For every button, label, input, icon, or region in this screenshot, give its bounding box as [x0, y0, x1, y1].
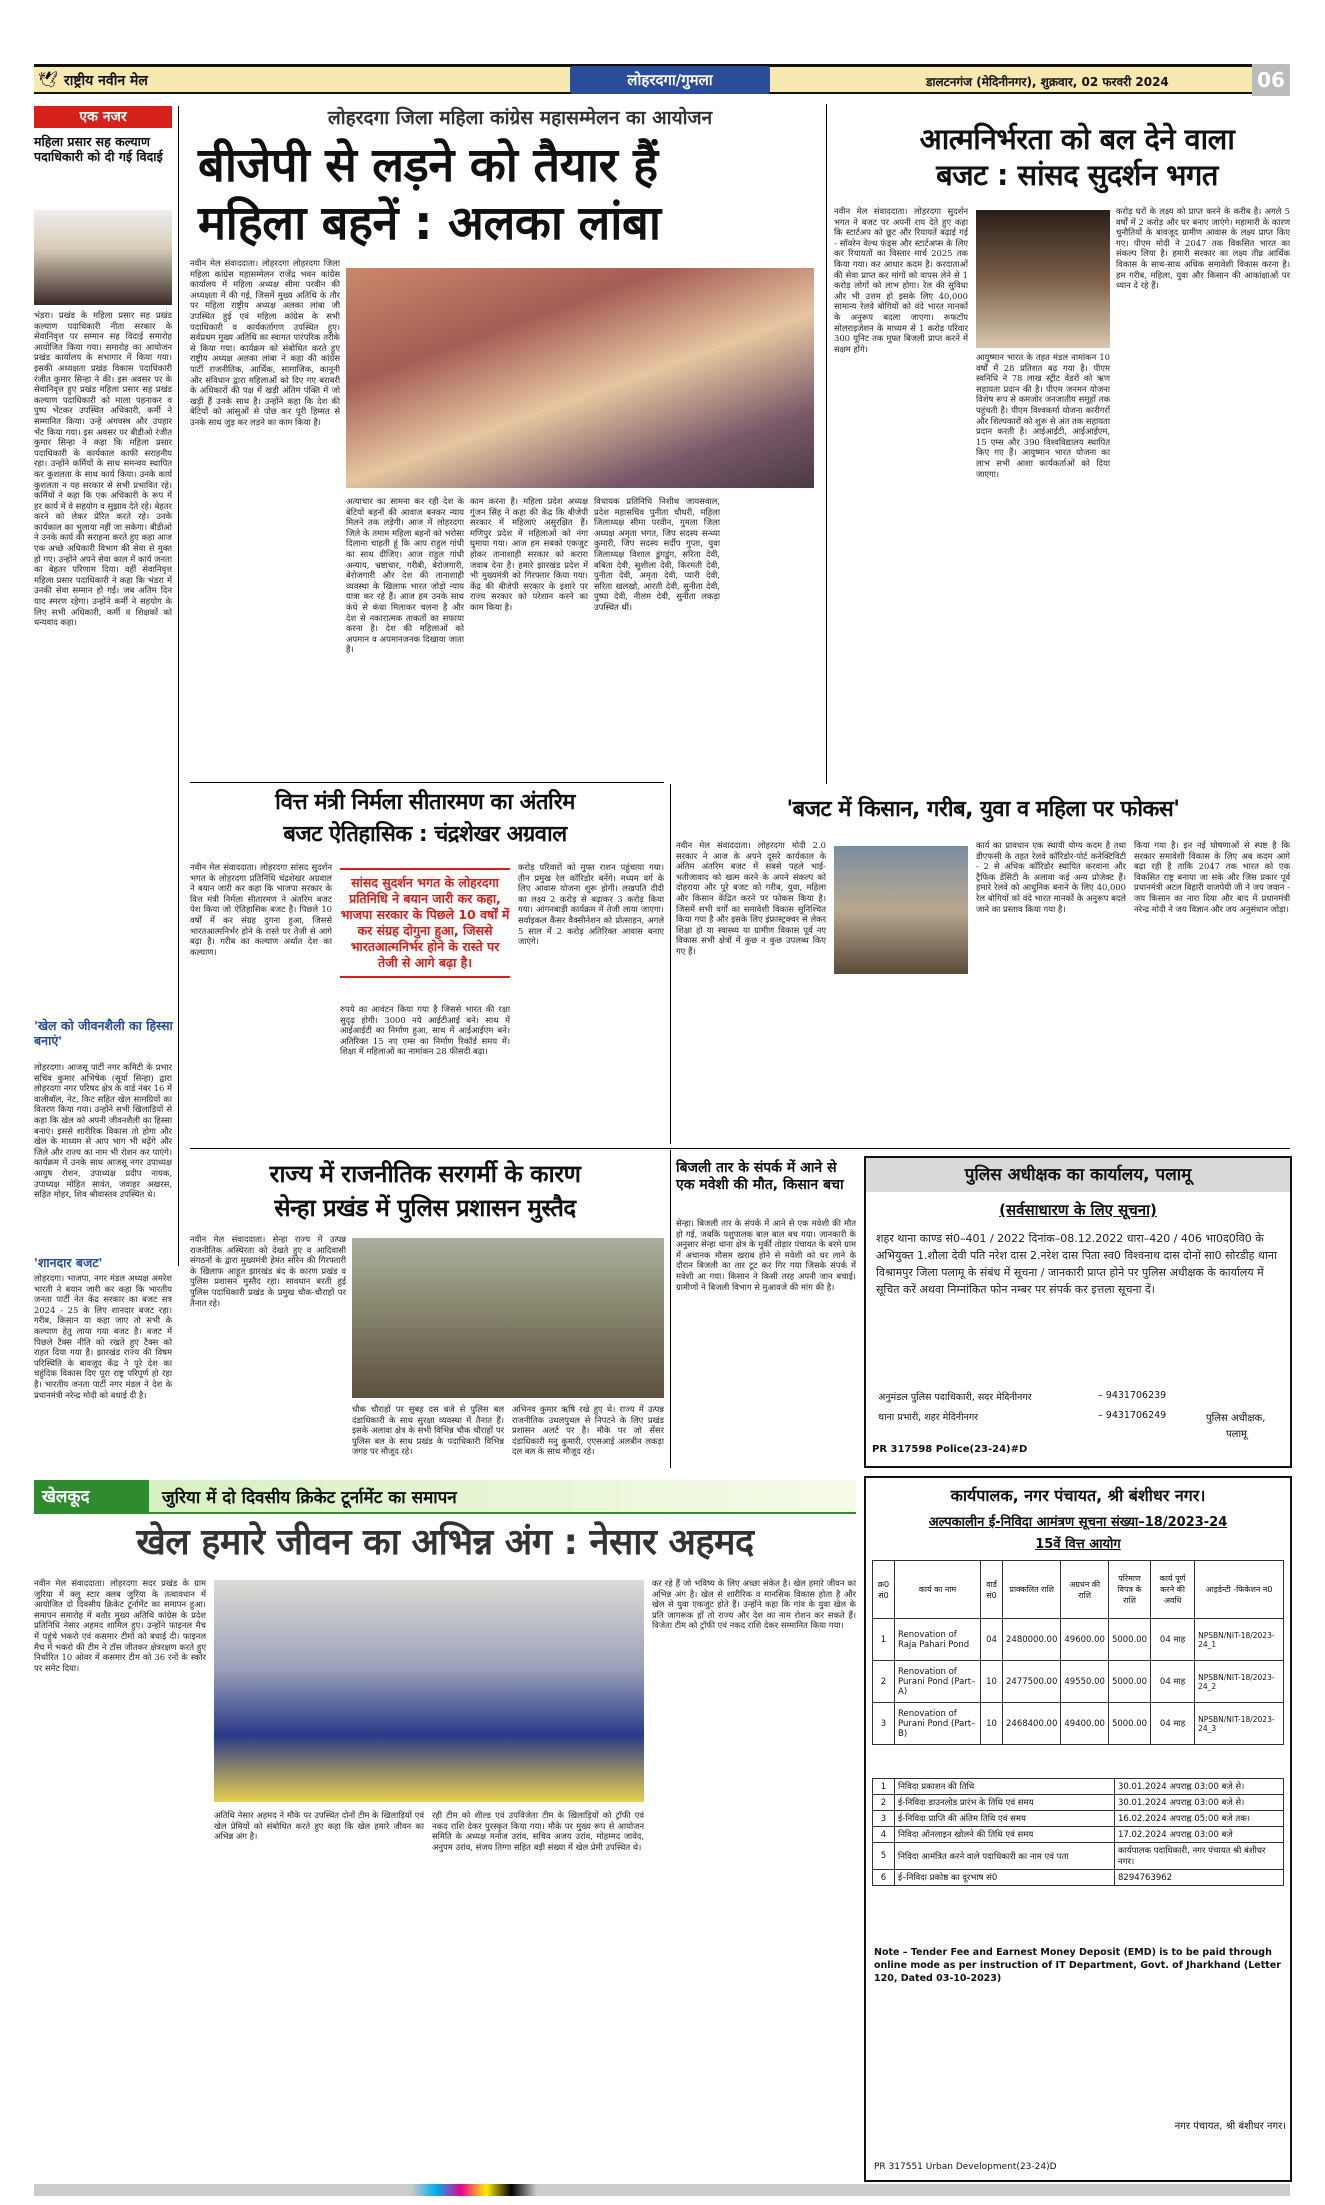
- story1-col-1: नवीन मेल संवाददाता। लोहरदगा लोहरदगा जिला महिला कांग्रेस महासम्मेलन राजेंद्र भवन कांग्रेस कार्यालय में महिला अध्यक्ष सीमा परवीन की अध्यक्षता में की गई, जिसमें मुख्य अतिथि के तौर पर महिला राष्ट्रीय अध्यक्ष अलका लांबा जी उपस्थित हुई एवं महिला कांग्रेस के सभी पदाधिकारी व कार्यकर्तागण उपस्थित हुए। सर्वप्रथम मुख्य अतिथि का स्वागत पारंपरिक तरीके से किया गया। कार्यक्रम को संबोधित करते हुए राष्ट्रीय अध्यक्ष अलका लांबा ने कहा की कांग्रेस पार्टी राजनीतिक, आर्थिक, सामाजिक, कानूनी और संविधान द्वारा महिलाओं को दिए गए बराबरी के अधिकारों की पक्ष में खड़ी अंतिम पंक्ति में जो खड़ी हैं उनके साथ है। उन्होंने कहा कि देश की बेटियों को आंसुओं से पोछ कर पूरी हिम्मत से उनके साथ जुड़ कर लड़ने का काम किया है।: [190, 258, 340, 427]
- tender-notice-sub2: 15वें वित्त आयोग: [1035, 1537, 1121, 1552]
- table-row: [873, 1619, 1284, 1661]
- story1-col-2: अत्याचार का सामना कर रही देश के बेटियों बहनों की आवाज बनकर न्याय मिलने तक लड़ेगी। आज में लोहरदगा जिले के तमाम महिला बहनों को भरोसा दिलाना चाहती हूं कि आप राहुल गांधी का साथ दीजिए। आज राहुल गांधी अन्याय, भ्रष्टाचार, गरीबी, बेरोजगारी, बेरोजगारी और देश की तानाशाही व्यवस्था के खिलाफ भारत जोड़ो न्याय यात्रा कर रहे हैं। आज हम उनके साथ कंधे से कंधा मिलाकर चलना है और देश से नकारात्मक ताकतों का सफाया करना है। देश की महिलाओं को अपमान व अपमानजनक दिखाया जाता है।: [346, 496, 464, 655]
- brand-logo-icon: 🕊: [38, 70, 59, 89]
- table-cell: ई-निविदा डाउनलोड प्रारंभ के तिथि एवं समय: [895, 1795, 1115, 1811]
- table-cell: 5: [873, 1843, 895, 1870]
- tender-ref: PR 317551 Urban Development(23-24)D: [874, 2162, 1057, 2172]
- story3-headline-2: बजट ऐतिहासिक : चंद्रशेखर अग्रवाल: [283, 822, 567, 847]
- table-cell: 4: [873, 1827, 895, 1843]
- ek-najar-photo: [34, 210, 172, 305]
- story4-col-1: नवीन मेल संवाददाता। लोहरदगा मोदी 2.0 सरकार ने आज के अपने दूसरे कार्यकाल के अंतिम अंतरिम बजट में सबसे पहले भाई-भतीजावाद को खत्म करने के अपने संकल्प को दोहराया और पूरे बजट को गरीब, युवा, महिला और किसान केंद्रित करने पर फोकस किया है। जिसमें सभी वर्गों का समावेशी विकास सुनिश्चित किया गया है और इसके लिए इंफ्रास्ट्रक्चर से लेकर शिक्षा हो या स्वास्थ्य या ग्रामीण विकास पूर्व नए विकास सभी क्षेत्रों में कुछ न कुछ उपलब्ध किए गए हैं।: [676, 840, 826, 956]
- table-cell: 04 माह: [1151, 1619, 1195, 1661]
- table-cell: 04 माह: [1151, 1661, 1195, 1703]
- table-header: कार्य का नाम: [895, 1561, 981, 1619]
- table-cell: 5000.00: [1108, 1619, 1150, 1661]
- police-notice-ref: PR 317598 Police(23-24)#D: [872, 1444, 1028, 1455]
- story5-headline-2: सेन्हा प्रखंड में पुलिस प्रशासन मुस्तैद: [274, 1194, 576, 1222]
- story4-col-2: कार्य का प्रावधान एक स्थायी योग्य कदम है तथा डीएफसी के तहत रेलवे कॉरिडोर-पोर्ट कनेक्टिविटी - 2 से अधिक कॉरिडोर स्थापित करवाना और ट्रैफिक डेंसिटी के अलावा कई अन्य प्रोजेक्ट हैं। हमारे रेलवे को आधुनिक बनाने के लिए 40,000 रेल बोगियों को वंदे भारत मानकों के अनुरूप बदले जाने का प्रस्ताव किया गया है।: [976, 840, 1126, 914]
- story6-body: सेन्हा। बिजली तार के संपर्क में आने से एक मवेशी की मौत हो गई, जबकि पशुपालक बाल बाल बच गया। जानकारी के अनुसार सेन्हा थाना क्षेत्र के मुर्की तोड़ार पंचायत के बरमे ग्राम में अचानक मौसम खराब होने से मवेशी को घर लाने के दौरान बिजली का तार टूट कर गिर गया जिसके संपर्क में मवेशी आ गया। किसान ने किसी तरह अपनी जान बचाई। ग्रामीणों ने बिजली विभाग से मुआवजे की मांग की है।: [676, 1218, 856, 1292]
- story4-headline: 'बजट में किसान, गरीब, युवा व महिला पर फोकस': [786, 797, 1180, 822]
- table-header: परिमाण विपत्र के राशि: [1108, 1561, 1150, 1619]
- story2-headline-1: आत्मनिर्भरता को बल देने वाला: [919, 122, 1235, 156]
- story1-col-4: विधायक प्रतिनिधि निशीथ जायसवाल, प्रदेश महासचिव पुनीता चौधरी, महिला जिलाध्यक्ष सीमा परवीन, गुमला जिला अध्यक्ष अमृता भगत, जिप सदस्य सन्ध्या कुमारी, जिप सदस्य सर्दीप गुप्ता, युवा जिलाध्यक्ष विशाल डुंगडुंग, सरिता देवी, बबिता देवी, सुशीला देवी, किरमती देवी, पुनीता देवी, अमृता देवी, प्यारी देवी, सरिता खलखो, आरती देवी, सुनीता देवी, पुष्पा देवी, नीलम देवी, सुनीता लकड़ा उपस्थित थीं।: [594, 496, 720, 612]
- tender-notice-office: कार्यपालक, नगर पंचायत, श्री बंशीधर नगर।: [950, 1486, 1206, 1505]
- table-cell: NPSBN/NIT-18/2023-24_3: [1195, 1703, 1284, 1745]
- sports-photo: [214, 1580, 644, 1802]
- table-cell: 49400.00: [1061, 1703, 1109, 1745]
- story3-col-3: करोड़ परिवारों को मुफ्त राशन पहुंचाया गया। तीन प्रमुख रेल कॉरिडोर बनेंगे। मध्यम वर्ग के लिए आवास योजना शुरू होगी। लखपति दीदी का लक्ष्य 2 करोड़ से बढ़ाकर 3 करोड़ किया गया। आंगनबाड़ी कार्यक्रम में तेजी लाया जाएगा। सर्वाइकल कैंसर वैक्सीनेशन को प्रोत्साहन, अगले 5 साल में 2 करोड़ अतिरिक्त आवास बनाए जाएंगे।: [518, 862, 664, 947]
- police-notice-sign-2: पलामू: [1226, 1429, 1248, 1440]
- table-cell: 10: [981, 1703, 1003, 1745]
- story3-col-2: रुपये का आवंटन किया गया है जिससे भारत की रक्षा सुदृढ़ होगी। 3000 नये आईटीआई बने। साथ में आईआईटी का निर्माण हुआ, साथ में आईआईएम बने। अतिरिक्त 15 नए एम्स का निर्माण रिकॉर्ड समय में। शिक्षा में महिलाओं का नामांकन 28 फीसदी बढ़ा।: [340, 1004, 510, 1057]
- table-cell: 2: [873, 1795, 895, 1811]
- story1-photo: [346, 268, 814, 488]
- table-cell: 10: [981, 1661, 1003, 1703]
- police-notice-body: शहर थाना काण्ड सं0–401 / 2022 दिनांक–08.12.2022 धारा–420 / 406 भा0द0वि0 के अभियुक्त 1.शौला देवी पति नरेश दास 2.नरेश दास पिता स्व0 विश्वनाथ दास दोनों सा0 सोरडीह थाना विश्रामपुर जिला पलामू के संबंध में सूचना / जानकारी प्राप्त होने पर पुलिस अधीक्षक के कार्यालय में सूचित करें अथवा निम्नांकित फोन नम्बर पर संपर्क कर इत्तला सूचना दें।: [876, 1232, 1277, 1296]
- table-row: [873, 1870, 1284, 1886]
- table-row: [873, 1795, 1284, 1811]
- story3-pullquote: सांसद सुदर्शन भगत के लोहरदगा प्रतिनिधि ने बयान जारी कर कहा, भाजपा सरकार के पिछले 10 वर्षों में कर संग्रह दोगुना हुआ, जिससे भारतआत्मनिर्भर होने के रास्ते पर तेजी से आगे बढ़ा है।: [340, 868, 510, 978]
- table-cell: Renovation of Purani Pond (Part–B): [895, 1703, 981, 1745]
- table-cell: कार्यपालक पदाधिकारी, नगर पंचायत श्री बंशीधर नगर।: [1115, 1843, 1284, 1870]
- sports-col-3: रही टीम को शील्ड एवं उपविजेता टीम के खिलाड़ियों को ट्रॉफी एवं नकद राशि देकर पुरस्कृत किया गया। मौके पर मुख्य रूप से आयोजन समिति के अध्यक्ष मनोज उरांव, सचिव अजय उरांव, मोहम्मद जावेद, अनुपम उरांव, संजय तिग्गा सहित बड़ी संख्या में खेल प्रेमी उपस्थित थे।: [432, 1810, 644, 1852]
- table-cell: 1: [873, 1619, 895, 1661]
- story2-headline-2: बजट : सांसद सुदर्शन भगत: [936, 158, 1218, 192]
- table-header: क्र0 सं0: [873, 1561, 895, 1619]
- table-cell: 04 माह: [1151, 1703, 1195, 1745]
- sports-kicker: जुरिया में दो दिवसीय क्रिकेट टूर्नामेंट का समापन: [162, 1488, 457, 1508]
- table-cell: 8294763962: [1115, 1870, 1284, 1886]
- story4-photo: [834, 846, 968, 974]
- story3-col-1: नवीन मेल संवाददाता। लोहरदगा सांसद सुदर्शन भगत के लोहरदगा प्रतिनिधि चंद्रशेखर अग्रवाल ने बयान जारी कर कहा कि भाजपा सरकार के वित्त मंत्री निर्मला सीतारमण ने अंतरिम बजट पेश किया जो ऐतिहासिक बजट है। पिछले 10 वर्षों में कर संग्रह दुगना हुआ, जिससे भारतआत्मनिर्भर होने के रास्ते पर तेजी से आगे बढ़ा है। गरीब का कल्याण अर्थात देश का कल्याण।: [190, 862, 332, 957]
- table-header: कार्य पूर्ण करने की अवधि: [1151, 1561, 1195, 1619]
- table-cell: 30.01.2024 अपराह्न 03:00 बजे से।: [1115, 1795, 1284, 1811]
- table-cell: निविदा प्रकाशन की तिथि: [895, 1779, 1115, 1795]
- table-row: [873, 1779, 1284, 1795]
- story2-col-1: नवीन मेल संवाददाता। लोहरदगा सुदर्शन भगत ने बजट पर अपनी राय देते हुए कहा कि स्टार्टअप को छूट और रियायतें बढ़ाई गई - सॉवरेन वेल्थ फंड्स और स्टार्टअप्स के लिए कर रियायतों का विस्तार मार्च 2025 तक किया गया। कर आधार कदम है। करदाताओं की सेवा प्राप्त कर मांगों को वापस लेने से 1 करोड़ लोगों को लाभ होगा। रेल की सुविधा और भी उत्तम हो इसके लिए 40,000 सामान्य रेलवे बोगियों को वंदे भारत मानकों के अनुरूप बदला जाएगा। रूफटॉप सोलराइजेशन के माध्यम से 1 करोड़ परिवार 300 यूनिट तक मुफ्त बिजली प्राप्त करने में सक्षम होंगे।: [834, 206, 968, 354]
- table-cell: निविदा ऑनलाइन खोलने की तिथि एवं समय: [895, 1827, 1115, 1843]
- sports-banner: [34, 1480, 856, 1514]
- masthead: [34, 64, 1290, 94]
- police-notice-contact-2: थाना प्रभारी, शहर मेदिनीनगर: [878, 1412, 979, 1423]
- police-notice-phone-1: – 9431706239: [1098, 1390, 1167, 1401]
- sports-col-1: नवीन मेल संवाददाता। लोहरदगा सदर प्रखंड के ग्राम जुरिया में क्लू स्टार क्लब जुरिया के तत्वावधान में आयोजित दो दिवसीय क्रिकेट टूर्नामेंट का समापन हुआ। समापन समारोह में बतौर मुख्य अतिथि कांग्रेस के प्रदेश प्रतिनिधि नेसार अहमद शामिल हुए। उन्होंने फाइनल मैच में पहुंचे भकरो एवं कसमार टीमों को बधाई दी। फाइनल मैच में भकरो की टीम ने टॉस जीतकर क्षेत्ररक्षण करते हुए निर्धारित 10 ओवर में कसमार टीम को 36 रनों के स्कोर पर समेट दिया।: [34, 1578, 206, 1673]
- column-divider: [826, 104, 827, 784]
- story-divider: [190, 782, 664, 783]
- tender-note: Note – Tender Fee and Earnest Money Deposit (EMD) is to be paid through online mode as per instruction of IT Department, Govt. of Jharkhand (Letter 120, Dated 03-10-2023): [874, 1947, 1281, 1984]
- table-header: अग्रधन की राशि: [1061, 1561, 1109, 1619]
- sports-tag: खेलकूद: [42, 1487, 90, 1507]
- police-notice-sign-1: पुलिस अधीक्षक,: [1206, 1413, 1266, 1424]
- table-cell: Renovation of Purani Pond (Part–A): [895, 1661, 981, 1703]
- table-cell: 04: [981, 1619, 1003, 1661]
- page-number: 06: [1252, 64, 1290, 96]
- table-cell: 17.02.2024 अपराह्न 03:00 बजे: [1115, 1827, 1284, 1843]
- table-row: [873, 1843, 1284, 1870]
- table-cell: 49550.00: [1061, 1661, 1109, 1703]
- police-notice: [864, 1156, 1292, 1468]
- section-tab: लोहरदगा/गुमला: [570, 66, 770, 94]
- dateline: डालटनगंज (मेदिनीनगर), शुक्रवार, 02 फरवरी 2024: [926, 75, 1169, 89]
- tender-notice: [864, 1476, 1292, 2182]
- story2-col-2: आयुष्मान भारत के तहत मंडल नामांकन 10 वर्षों में 28 प्रतिशत बढ़ गया है। पीएम स्वनिधि ने 78 लाख स्ट्रीट वेंडरों को ऋण सहायता प्रदान की है। पीएम जनमन योजना विशेष रूप से कमजोर जनजातीय समूहों तक पहुंचती है। पीएम विश्वकर्मा योजना कारीगरों और शिल्पकारों को शुरू से अंत तक सहायता प्रदान करती है। आईआईटी, आईआईएम, 15 एम्स और 390 विश्वविद्यालय स्थापित किए गए हैं। आयुष्मान भारत योजना का लाभ सभी आशा कार्यकर्ताओं को दिया जाएगा।: [976, 352, 1110, 479]
- footer-strip: [34, 2184, 1290, 2196]
- story2-col-3: करोड़ घरों के लक्ष्य को प्राप्त करने के करीब है। अगले 5 वर्षों में 2 करोड़ और घर बनाए जाएंगे। महामारी के कारण चुनौतियों के बावजूद ग्रामीण आवास के लक्ष्य प्राप्त किए गए। पीएम मोदी ने 2047 तक विकसित भारत का संकल्प लिया है। हमारी सरकार का लक्ष्य तीव्र आर्थिक विकास के साथ-साथ अधिक समावेशी विकास करना है। हम गरीब, महिला, युवा और किसान की आकांक्षाओं पर ध्यान दे रहे हैं।: [1116, 206, 1290, 291]
- table-row: [873, 1703, 1284, 1745]
- story5-col-3: अभिनव कुमार ऋषि रखे हुए थे। राज्य में उत्पन्न राजनीतिक उथलपुथल से निपटने के लिए प्रखंड प्रशासन अलर्ट पर है। मौके पर जो सेंसर दंडाधिकारी मनु कुमारी, एएसआई अलबीन लकड़ा दल बल के साथ मौजूद रहे।: [512, 1404, 664, 1457]
- story1-col-3: काम करना है। महिला प्रदेश अध्यक्ष गुंजन सिंह ने कहा की केंद्र कि बीजेपी सरकार में महिलाएं असुरक्षित हैं। मणिपुर प्रदेश में महिलाओं को नंगा घुमाया गया। आज हम सबको एकजुट होकर तानाशाही सरकार को करारा जवाब देना है। हमारे झारखंड प्रदेश में भी मुख्यमंत्री को गिरफ्तार किया गया। केंद्र की बीजेपी सरकार के इशारे पर राज्य सरकार को परेशान करने का काम किया है।: [470, 496, 588, 612]
- sidebar-story-3-body: लोहरदगा। भाजपा, नगर मंडल अध्यक्ष अमरेश भारती ने बयान जारी कर कहा कि भारतीय जनता पार्टी नेत केंद्र सरकार का बजट सत्र 2024 - 25 के लिए शानदार बजट रहा। गरीब, किसान या कहा जाए तो सभी के कल्याण हेतु लाया गया बजट है। बजट में पिछले टैक्स नीति को रखते हुए टैक्स को राहत दिया गया है। झारखंड राज्य की विषम परिस्थिति के बावजूद केंद्र ने पूरे देश का चहुंदिक विकास दिए पूरा राष्ट्र परिपूर्ण हो रहा है। भारतीय जनता पार्टी नगर मंडल ने देश के प्रधानमंत्री नरेन्द्र मोदी को बधाई दी है।: [34, 1273, 172, 1400]
- table-header: प्राक्कलित राशि: [1003, 1561, 1061, 1619]
- table-cell: NPSBN/NIT-18/2023-24_1: [1195, 1619, 1284, 1661]
- story6-headline: बिजली तार के संपर्क में आने से एक मवेशी की मौत, किसान बचा: [676, 1160, 844, 1193]
- table-cell: Renovation of Raja Pahari Pond: [895, 1619, 981, 1661]
- table-row: [873, 1661, 1284, 1703]
- table-cell: 3: [873, 1703, 895, 1745]
- sports-photo-caption: अतिथि नेसार अहमद ने मौके पर उपस्थित दोनों टीम के खिलाड़ियों एवं खेल प्रेमियों को संबोधित करते हुए कहा कि खेल हमारे जीवन का अभिन्न अंग है।: [214, 1810, 424, 1842]
- story5-headline-1: राज्य में राजनीतिक सरगर्मी के कारण: [269, 1160, 581, 1188]
- table-cell: 5000.00: [1108, 1661, 1150, 1703]
- sidebar-divider: [178, 106, 179, 1266]
- table-row: [873, 1827, 1284, 1843]
- tender-dates-table: [872, 1778, 1284, 1886]
- police-notice-contact-1: अनुमंडल पुलिस पदाधिकारी, सदर मेदिनीनगर: [878, 1392, 1032, 1403]
- story5-col-2: चौक चौराहों पर सुबह दस बजे से पुलिस बल दंडाधिकारी के साथ सुरक्षा व्यवस्था में तैनात हैं। इसके अलावा क्षेत्र के सभी विभिन्न चौक चौराहों पर पुलिस बल के साथ प्रखंड के पदाधिकारी विभिन्न जगह पर मौजूद रहे।: [352, 1404, 504, 1457]
- table-header: वार्ड सं0: [981, 1561, 1003, 1619]
- table-cell: 30.01.2024 अपराह्न 03:00 बजे से।: [1115, 1779, 1284, 1795]
- tender-notice-subtitle: अल्पकालीन ई-निविदा आमंत्रण सूचना संख्या–18/2023-24: [928, 1515, 1228, 1530]
- story3-headline-1: वित्त मंत्री निर्मला सीतारमण का अंतरिम: [275, 790, 575, 815]
- ek-najar-tag: एक नजर: [34, 106, 172, 128]
- table-cell: 49600.00: [1061, 1619, 1109, 1661]
- story1-kicker: लोहरदगा जिला महिला कांग्रेस महासम्मेलन का आयोजन: [327, 107, 713, 129]
- table-row: [873, 1811, 1284, 1827]
- police-notice-office: पुलिस अधीक्षक का कार्यालय, पलामू: [866, 1158, 1290, 1192]
- story5-col-1: नवीन मेल संवाददाता। सेन्हा राज्य में उत्पन्न राजनीतिक अस्थिरता को देखते हुए व आदिवासी संगठनों के द्वारा मुख्यमंत्री हेमंत सोरेन की गिरफ्तारी के खिलाफ आहूत झारखंड बंद के कारण प्रखंड व पुलिस प्रशासन मुस्तैद रहा। सावधान बरती हुई पुलिस पदाधिकारी प्रखंड के प्रमुख चौक-चौराहों पर तैनात रहे।: [190, 1234, 346, 1308]
- story2-photo: [976, 210, 1110, 348]
- story1-headline-1: बीजेपी से लड़ने को तैयार हैं: [198, 138, 658, 193]
- column-divider: [670, 784, 671, 1144]
- police-notice-subtitle: (सर्वसाधारण के लिए सूचना): [999, 1201, 1157, 1219]
- table-cell: 5000.00: [1108, 1703, 1150, 1745]
- story1-headline-2: महिला बहनें : अलका लांबा: [198, 196, 661, 251]
- column-divider: [670, 1150, 671, 1468]
- table-cell: 3: [873, 1811, 895, 1827]
- sports-col-2: कर रहे हैं जो भविष्य के लिए अच्छा संकेत है। खेल हमारे जीवन का अभिन्न अंग है। खेल से शारीरिक व मानसिक विकास होता है और खेल से युवा एकजुट होते हैं। उन्होंने कहा कि गांव के युवा खेल के प्रति जागरूक हों तो राज्य और देश का नाम रोशन कर सकते हैं। विजेता टीम को ट्रॉफी एवं नकद राशि देकर सम्मानित किया गया।: [652, 1578, 856, 1631]
- tender-sign: नगर पंचायत, श्री बंशीधर नगर।: [1174, 2121, 1286, 2132]
- story4-col-3: किया गया है। इन नई घोषणाओं से स्पष्ट है कि सरकार समावेशी विकास के लिए अब कदम आगे बढ़ा रही है ताकि 2047 तक भारत को एक विकसित राष्ट्र बनाया जा सके और जिस प्रकार पूर्व प्रधानमंत्री अटल बिहारी वाजपेयी जी ने जय जवान - जय किसान का नारा दिया और बाद में प्रधानमंत्री नरेन्द्र मोदी ने जय विज्ञान और जय अनुसंधान जोड़ा।: [1134, 840, 1290, 914]
- table-header: आइडेन्टी -फिकेशन न0: [1195, 1561, 1284, 1619]
- table-cell: NPSBN/NIT-18/2023-24_2: [1195, 1661, 1284, 1703]
- table-cell: ई-निविदा प्राप्ति की अंतिम तिथि एवं समय: [895, 1811, 1115, 1827]
- table-cell: ई–निविदा प्रकोष्ठ का दूरभाष सं0: [895, 1870, 1115, 1886]
- story5-photo: [352, 1238, 664, 1398]
- table-cell: 2: [873, 1661, 895, 1703]
- sidebar-story-3-title: 'शानदार बजट': [34, 1255, 103, 1270]
- brand-name: राष्ट्रीय नवीन मेल: [64, 73, 148, 89]
- tender-table: [872, 1560, 1284, 1745]
- table-cell: 6: [873, 1870, 895, 1886]
- table-cell: 2480000.00: [1003, 1619, 1061, 1661]
- ek-najar-title: महिला प्रसार सह कल्याण पदाधिकारी को दी गई विदाई: [34, 134, 163, 164]
- table-cell: निविदा आमंत्रित करने वाले पदाधिकारी का नाम एवं पता: [895, 1843, 1115, 1870]
- sidebar-story-2-body: लोहरदगा। आजसू पार्टी नगर कमिटी के प्रभार सचिव कुमार अभिषेक (सूर्या सिन्हा) द्वारा लोहरदगा नगर परिषद क्षेत्र के वार्ड नंबर 16 में वालीबॉल, नेट, किट सहित खेल सामग्रियों का वितरण किया गया। उन्होंने सभी खिलाड़ियों से कहा कि खेल को अपनी जीवनशैली का हिस्सा बनाएं। इससे शारीरिक विकास तो होगा और खेल के माध्यम से आप भाग भी बढ़ेंगे और जिले और राज्य का नाम भी रोशन कर पाएंगे। कार्यक्रम में उनके साथ आजसू नगर उपाध्यक्ष आयुष रोशन, उपाध्यक्ष प्रदीप नायक, उपाध्यक्ष मोहित सावंत, जवाहर अखरस, सहित मोहर, शिव श्रीवास्तव उपस्थित थे।: [34, 1062, 172, 1200]
- table-cell: 2468400.00: [1003, 1703, 1061, 1745]
- table-cell: 2477500.00: [1003, 1661, 1061, 1703]
- police-notice-phone-2: – 9431706249: [1098, 1410, 1167, 1421]
- sports-headline: खेल हमारे जीवन का अभिन्न अंग : नेसार अहमद: [136, 1522, 754, 1563]
- table-cell: 16.02.2024 अपराह्न 05:00 बजे तक।: [1115, 1811, 1284, 1827]
- story-divider: [190, 1148, 1290, 1149]
- sidebar-story-2-title: 'खेल को जीवनशैली का हिस्सा बनाएं': [34, 1018, 173, 1048]
- ek-najar-body: भंडरा। प्रखंड के महिला प्रसार सह प्रखंड कल्याण पदाधिकारी नीता सरकार के सेवानिवृत्त पर सम्मान सह विदाई समारोह आयोजित किया गया। समारोह का आयोजन प्रखंड कार्यालय के सभागार में किया गया। इसकी अध्यक्षता प्रखंड विकास पदाधिकारी रंजीत कुमार सिन्हा ने की। इस अवसर पर के सेवानिवृत्त हुए प्रखंड महिला प्रसार सह प्रखंड कल्याण पदाधिकारी को माला पहनाकर व पुष्प भेंटकर उपस्थित अधिकारी, कर्मी ने सम्मानित किया। उन्हें अंगवस्त्र और उपहार भेंट किया गया। इस अवसर पर बीडीओ रंजीत कुमार सिन्हा ने कहा कि महिला प्रसार पदाधिकारी के कार्यकाल काफी सराहनीय रहा। उन्होंने कर्मियों के साथ समन्वय स्थापित कर कुशलता के साथ कार्य किया। उनके कार्य कुशलता न यह सरकार से सभी प्रभावित रहे। कर्मियों ने कहा कि एक अधिकारी के रूप में हर कार्य में वे सहयोग व सुझाव देते रहे। बेहतर करने को लेकर प्रेरित करते रहे। उनके कार्यकाल का भुलाया नहीं जा सकेगा। बीडीओ ने उनके कार्य की सराहना करते हुए कहा आज एक अच्छे अधिकारी विभाग की सेवा से मुक्त हो गए। उन्होंने अपने सेवा काल में कार्य जनता का बेहतर परिणाम दिया। वहीं सेवानिवृत्त महिला प्रसार पदाधिकारी ने कहा कि भंडरा में उनकी सेवा सम्मान हो गई। जब अतिम दिन याद स्मरण रहेगा। उन्होंने कर्मी ने सहयोग के लिए सभी अधिकारी, कर्मी व शिक्षकों को धन्यवाद कहा।: [34, 310, 172, 628]
- table-cell: 1: [873, 1779, 895, 1795]
